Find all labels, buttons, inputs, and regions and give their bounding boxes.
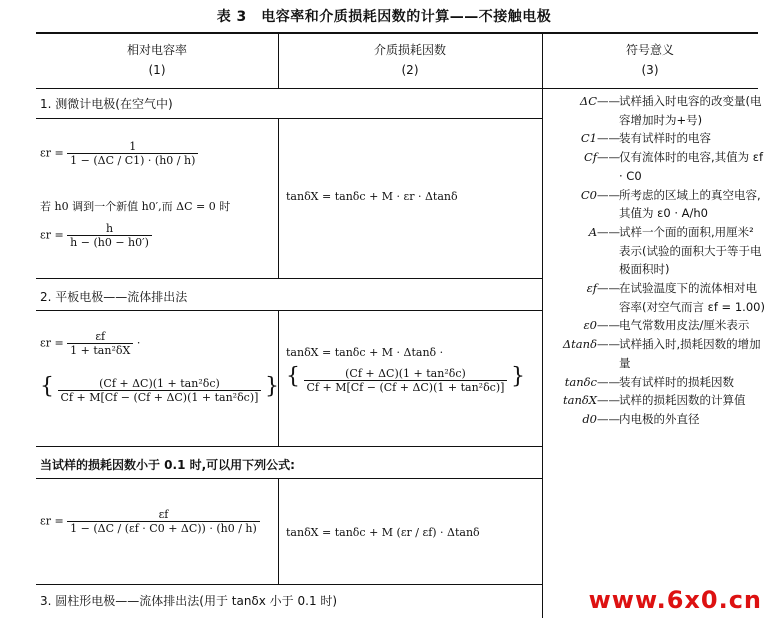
formula-3-lhs: εr =: [40, 514, 64, 528]
section-3-title: 3. 圆柱形电极——流体排出法(用于 tanδx 小于 0.1 时): [40, 594, 338, 608]
legend-symbol: tanδX: [563, 393, 597, 408]
col-header-1-num: (1): [148, 63, 166, 77]
legend-text: 仅有流体时的电容,其值为 εf · C0: [619, 150, 764, 183]
formula-2-brace-fraction: [58, 377, 262, 404]
header-bottom-line: [36, 88, 758, 89]
formula-1b-fraction: [67, 222, 152, 249]
formula-3: [40, 508, 260, 535]
formula-3-numerator: εf: [67, 508, 260, 522]
col-header-1-label: 相对电容率: [126, 43, 187, 57]
formula-1-condition: 若 h0 调到一个新值 h0′,而 ΔC = 0 时: [40, 200, 231, 213]
legend-item: C1 —— 装有试样时的电容: [545, 129, 765, 148]
legend-symbol: ΔC: [579, 94, 597, 108]
col-divider-inner: [278, 118, 279, 278]
formula-3-fraction: [67, 508, 260, 535]
legend-item: Cf —— 仅有流体时的电容,其值为 εf · C0: [545, 148, 765, 185]
formula-1a-fraction: [67, 140, 198, 167]
formula-2: [40, 330, 140, 357]
col-header-1: [36, 40, 278, 80]
legend-text: 内电极的外直径: [619, 411, 700, 426]
section-1-title: 1. 测微计电极(在空气中): [40, 97, 173, 111]
col-divider-2: [542, 32, 543, 618]
legend-text: 装有试样时的损耗因数: [619, 374, 734, 389]
formula-2-denominator: 1 + tan²δX: [70, 344, 131, 357]
section1-bottom: [36, 278, 542, 279]
legend-text: 所考虑的区域上的真空电容,其值为 ε0 · A/h0: [619, 187, 761, 221]
section-note: 当试样的损耗因数小于 0.1 时,可以用下列公式:: [40, 458, 295, 472]
col-header-2-num: (2): [401, 63, 419, 77]
legend-item: Δtanδ —— 试样插入时,损耗因数的增加量: [545, 335, 765, 372]
legend-text: 试样一个面的面积,用厘米² 表示(试验的面积大于等于电极面积时): [619, 224, 762, 277]
legend-symbol: A: [588, 224, 597, 239]
legend-symbol: tanδc: [564, 374, 597, 389]
section2-bottom: [36, 446, 542, 447]
formula-1a-denominator: 1 − (ΔC / C1) · (h0 / h): [70, 154, 196, 167]
legend-symbol: C0: [580, 187, 597, 202]
legend-item: C0 —— 所考虑的区域上的真空电容,其值为 ε0 · A/h0: [545, 186, 765, 223]
section3-bottom: [36, 584, 542, 585]
col-header-2: [278, 40, 542, 80]
legend-symbol: C1: [580, 131, 597, 146]
legend-text: 在试验温度下的流体相对电容率(对空气而言 εf = 1.00): [619, 281, 765, 314]
formula-2-loss-brace: { $\frac{\text{(Cf + ΔC)(1 + tan²δc)}}{\text{Cf + M[Cf − (Cf + ΔC)(1 + tan²δc)]}}$ }: [286, 364, 525, 394]
col-header-3-num: (3): [641, 63, 659, 77]
legend-text: 试样插入时,损耗因数的增加量: [619, 337, 761, 370]
formula-2-lhs: εr =: [40, 336, 64, 350]
legend-text: 试样插入时电容的改变量(电容增加时为+号): [619, 94, 762, 127]
legend-symbol: Δtanδ: [562, 337, 597, 352]
legend-item: tanδX —— 试样的损耗因数的计算值: [545, 391, 765, 410]
formula-3-denominator: 1 − (ΔC / (εf · C0 + ΔC)) · (h0 / h): [70, 522, 257, 535]
formula-2-loss-denominator: Cf + M[Cf − (Cf + ΔC)(1 + tan²δc)]: [306, 380, 505, 394]
legend-item: tanδc —— 装有试样时的损耗因数: [545, 373, 765, 392]
formula-2-loss-line: tanδX = tanδc + M · Δtanδ ·: [286, 346, 444, 359]
legend-symbol: ε0: [583, 318, 597, 333]
site-watermark: www.6x0.cn: [588, 586, 762, 614]
col-header-2-label: 介质损耗因数: [373, 43, 446, 57]
formula-1-loss: tanδX = tanδc + M · εr · Δtanδ: [286, 190, 458, 203]
legend-text: 电气常数用皮法/厘米表示: [619, 318, 750, 333]
symbol-legend: [545, 92, 765, 429]
formula-1b-lhs: εr =: [40, 228, 64, 242]
section-2-title: 2. 平板电极——流体排出法: [40, 290, 188, 304]
legend-text: 装有试样时的电容: [619, 131, 711, 146]
formula-2-brace-denominator: Cf + M[Cf − (Cf + ΔC)(1 + tan²δc)]: [60, 390, 259, 404]
formula-2-loss-fraction: [304, 367, 508, 394]
formula-2-numerator: εf: [67, 330, 133, 344]
formula-1b: [40, 222, 152, 249]
legend-item: ε0 —— 电气常数用皮法/厘米表示: [545, 316, 765, 335]
formula-2-brace-numerator: (Cf + ΔC)(1 + tan²δc): [58, 377, 262, 391]
formula-3-loss: tanδX = tanδc + M (εr / εf) · Δtanδ: [286, 526, 480, 539]
formula-2-fraction: [67, 330, 133, 357]
col-header-3-label: 符号意义: [625, 43, 674, 57]
col-header-3: [542, 40, 758, 80]
formula-1a-numerator: 1: [67, 140, 198, 154]
legend-symbol: εf: [586, 281, 597, 296]
formula-2-dot: ·: [136, 336, 141, 350]
section1-top: [36, 118, 542, 119]
formula-1a-lhs: εr =: [40, 146, 64, 160]
formula-1b-denominator: h − (h0 − h0′): [70, 236, 149, 249]
table-title: 表 3 电容率和介质损耗因数的计算——不接触电极: [216, 9, 552, 25]
col-divider-inner-3: [278, 478, 279, 584]
legend-text: 试样的损耗因数的计算值: [619, 393, 746, 408]
formula-2-loss-numerator: (Cf + ΔC)(1 + tan²δc): [304, 367, 508, 381]
formula-1a: [40, 140, 198, 167]
legend-item: εf —— 在试验温度下的流体相对电容率(对空气而言 εf = 1.00): [545, 279, 765, 316]
legend-item: A —— 试样一个面的面积,用厘米² 表示(试验的面积大于等于电极面积时): [545, 223, 765, 279]
legend-symbol: d0: [582, 411, 597, 426]
legend-item: d0 —— 内电极的外直径: [545, 410, 765, 429]
section2-top: [36, 310, 542, 311]
legend-symbol: Cf: [583, 150, 597, 165]
note-bottom: [36, 478, 542, 479]
legend-item: ΔC —— 试样插入时电容的改变量(电容增加时为+号): [545, 92, 765, 129]
formula-2-brace: { $\frac{\text{(Cf + ΔC)(1 + tan²δc)}}{\text{Cf + M[Cf − (Cf + ΔC)(1 + tan²δc)]}}$ }: [40, 374, 279, 404]
formula-1b-numerator: h: [67, 222, 152, 236]
